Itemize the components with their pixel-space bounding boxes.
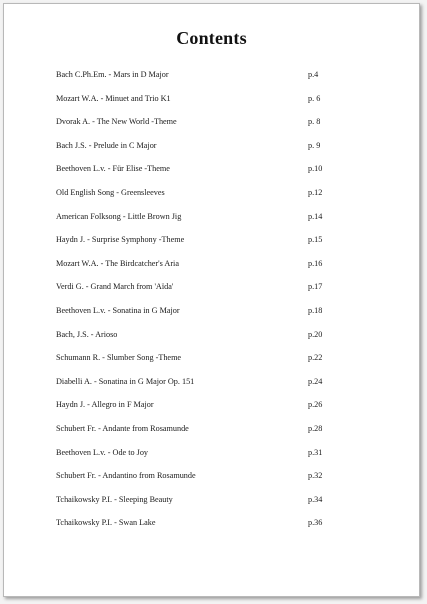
entry-page-number: p. 9 — [308, 140, 321, 150]
contents-entry — [56, 70, 356, 94]
entry-title: American Folksong - Little Brown Jig — [56, 211, 182, 221]
entry-page-number: p.4 — [308, 70, 319, 79]
entry-title: Bach, J.S. - Arioso — [56, 329, 118, 339]
entry-page-number: p.32 — [308, 471, 323, 481]
entry-title: Tchaikowsky P.I. - Sleeping Beauty — [56, 494, 173, 504]
entry-page-number: p.26 — [308, 400, 323, 410]
page-title: Contents — [176, 28, 247, 48]
contents-entry — [56, 330, 356, 354]
contents-entry — [56, 306, 356, 330]
contents-entry — [56, 448, 356, 472]
contents-entry — [56, 424, 356, 448]
entry-page-number: p.14 — [308, 211, 323, 221]
entry-page-number: p.31 — [308, 447, 323, 457]
entry-page-number: p.16 — [308, 258, 323, 268]
document-page — [3, 3, 420, 597]
entry-title: Schumann R. - Slumber Song -Theme — [56, 353, 182, 363]
entry-title: Bach J.S. - Prelude in C Major — [56, 140, 157, 150]
entry-page-number: p.28 — [308, 423, 323, 433]
contents-entry — [56, 117, 356, 141]
entry-title: Diabelli A. - Sonatina in G Major Op. 151 — [56, 376, 195, 386]
entry-title: Haydn J. - Allegro in F Major — [56, 400, 154, 410]
contents-entry — [56, 141, 356, 165]
contents-entry — [56, 94, 356, 118]
entry-title: Schubert Fr. - Andante from Rosamunde — [56, 423, 189, 433]
entry-title: Haydn J. - Surprise Symphony -Theme — [56, 235, 185, 245]
entry-page-number: p.15 — [308, 235, 323, 245]
contents-entry — [56, 400, 356, 424]
entry-page-number: p.34 — [308, 494, 323, 504]
entry-page-number: p.24 — [308, 376, 323, 386]
entry-title: Dvorak A. - The New World -Theme — [56, 117, 177, 127]
entry-title: Beethoven L.v. - Für Elise -Theme — [56, 164, 170, 174]
contents-list — [56, 70, 356, 542]
contents-entry — [56, 235, 356, 259]
contents-entry — [56, 518, 356, 542]
contents-entry — [56, 212, 356, 236]
entry-page-number: p.20 — [308, 329, 323, 339]
entry-title: Bach C.Ph.Em. - Mars in D Major — [56, 70, 169, 79]
entry-page-number: p.17 — [308, 282, 323, 292]
contents-entry — [56, 495, 356, 519]
entry-title: Mozart W.A. - Minuet and Trio K1 — [56, 93, 171, 103]
entry-title: Beethoven L.v. - Ode to Joy — [56, 447, 149, 457]
contents-entry — [56, 471, 356, 495]
contents-entry — [56, 377, 356, 401]
entry-title: Tchaikowsky P.I. - Swan Lake — [56, 518, 156, 528]
entry-page-number: p.36 — [308, 518, 323, 528]
contents-entry — [56, 353, 356, 377]
contents-entry — [56, 259, 356, 283]
contents-entry — [56, 282, 356, 306]
entry-page-number: p. 6 — [308, 93, 321, 103]
entry-title: Beethoven L.v. - Sonatina in G Major — [56, 305, 180, 315]
entry-page-number: p. 8 — [308, 117, 321, 127]
entry-page-number: p.10 — [308, 164, 323, 174]
contents-entry — [56, 188, 356, 212]
entry-title: Old English Song - Greensleeves — [56, 187, 165, 197]
entry-page-number: p.22 — [308, 353, 323, 363]
entry-title: Schubert Fr. - Andantino from Rosamunde — [56, 471, 196, 481]
contents-entry — [56, 164, 356, 188]
entry-title: Mozart W.A. - The Birdcatcher's Aria — [56, 258, 179, 268]
entry-page-number: p.12 — [308, 187, 323, 197]
entry-page-number: p.18 — [308, 305, 323, 315]
entry-title: Verdi G. - Grand March from 'Aïda' — [56, 282, 174, 292]
